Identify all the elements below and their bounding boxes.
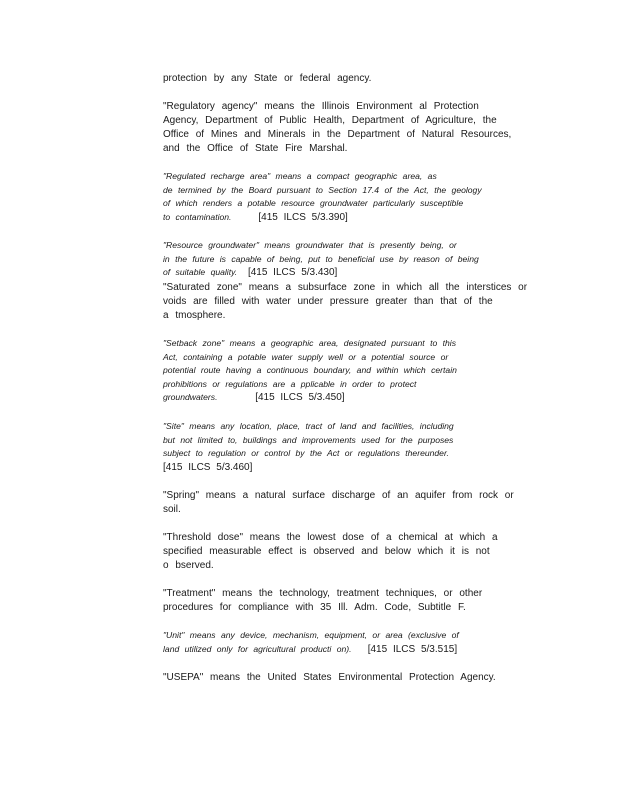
- text-line: "Threshold dose" means the lowest dose of a chemical at which a: [163, 532, 498, 543]
- text-line: o bserved.: [163, 560, 214, 571]
- text-line: "Treatment" means the technology, treatment techniques, or other: [163, 588, 483, 599]
- statute-citation: [415 ILCS 5/3.460]: [163, 461, 253, 473]
- text-line: "Saturated zone" means a subsurface zone in which all the interstices or: [163, 282, 528, 293]
- text-line: "USEPA" means the United States Environmental Protection Agency.: [163, 672, 496, 683]
- definition-setback-zone: [163, 337, 543, 405]
- definition-treatment: [163, 587, 543, 615]
- definition-resource-groundwater: [163, 239, 543, 280]
- paragraph-continuation: [163, 72, 543, 86]
- text-line: prohibitions or regulations are a pplicable in order to protect: [163, 378, 417, 389]
- statute-citation: [415 ILCS 5/3.430]: [247, 267, 338, 278]
- statute-citation: [415 ILCS 5/3.390]: [258, 211, 348, 223]
- text-line: [163, 461, 543, 475]
- text-line: voids are filled with water under pressure greater than that of the: [163, 296, 493, 307]
- text-line: "Site" means any location, place, tract of land and facilities, including: [163, 421, 454, 431]
- definition-regulatory-agency: [163, 100, 543, 156]
- text-line: de termined by the Board pursuant to Section 17.4 of the Act, the geology: [163, 184, 482, 195]
- text-fragment: of suitable quality.: [163, 267, 238, 277]
- text-fragment: land utilized only for agricultural producti on).: [163, 643, 352, 654]
- text-line: "Spring" means a natural surface discharge of an aquifer from rock or: [163, 490, 514, 501]
- text-line: a tmosphere.: [163, 310, 226, 321]
- text-line: soil.: [163, 504, 181, 515]
- text-line: "Regulatory agency" means the Illinois Environment al Protection: [163, 101, 479, 112]
- text-line: [163, 266, 543, 280]
- text-line: Agency, Department of Public Health, Department of Agriculture, the: [163, 115, 497, 126]
- text-line: "Regulated recharge area" means a compact geographic area, as: [163, 171, 437, 181]
- definition-unit: [163, 629, 543, 656]
- text-line: but not limited to, buildings and improvements used for the purposes: [163, 434, 454, 445]
- text-line: Act, containing a potable water supply well or a potential source or: [163, 351, 449, 362]
- text-line: "Unit" means any device, mechanism, equipment, or area (exclusive of: [163, 630, 459, 640]
- definition-site: [163, 420, 543, 474]
- definition-spring: [163, 489, 543, 517]
- text-line: and the Office of State Fire Marshal.: [163, 143, 348, 154]
- text-line: "Resource groundwater" means groundwater that is presently being, or: [163, 240, 457, 250]
- text-line: protection by any State or federal agency.: [163, 73, 372, 84]
- text-line: Office of Mines and Minerals in the Department of Natural Resources,: [163, 129, 512, 140]
- text-line: in the future is capable of being, put to beneficial use by reason of being: [163, 253, 479, 264]
- text-line: [163, 211, 543, 225]
- text-line: "Setback zone" means a geographic area, designated pursuant to this: [163, 338, 456, 348]
- text-line: specified measurable effect is observed and below which it is not: [163, 546, 490, 557]
- text-line: [163, 391, 543, 405]
- text-fragment: to contamination.: [163, 211, 232, 222]
- definition-regulated-recharge-area: [163, 170, 543, 224]
- text-line: potential route having a continuous boundary, and within which certain: [163, 365, 457, 375]
- text-fragment: groundwaters.: [163, 392, 218, 402]
- text-line: procedures for compliance with 35 Ill. Adm. Code, Subtitle F.: [163, 602, 466, 613]
- text-line: of which renders a potable resource groundwater particularly susceptible: [163, 198, 464, 208]
- statute-citation: [415 ILCS 5/3.450]: [255, 392, 345, 403]
- definition-usepa: [163, 671, 543, 685]
- text-line: [163, 643, 543, 657]
- definition-saturated-zone: [163, 281, 543, 323]
- statute-citation: [415 ILCS 5/3.515]: [367, 643, 458, 655]
- text-line: subject to regulation or control by the Act or regulations thereunder.: [163, 448, 449, 458]
- definition-threshold-dose: [163, 531, 543, 573]
